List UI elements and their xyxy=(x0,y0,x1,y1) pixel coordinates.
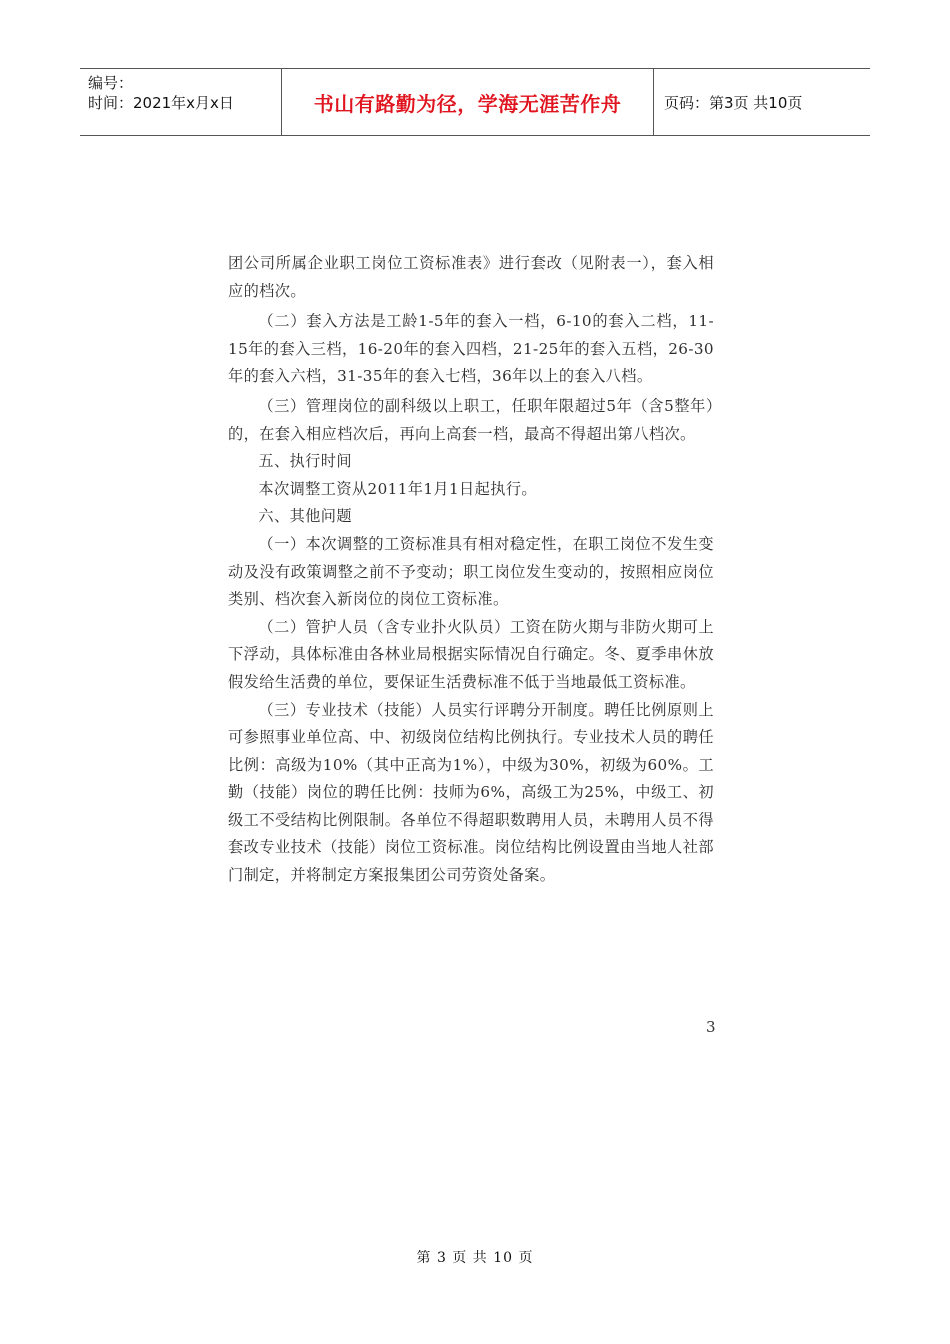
document-number-label: 编号： xyxy=(88,74,134,92)
header-motto: 书山有路勤为径，学海无涯苦作舟 xyxy=(282,69,654,135)
section-heading-6: 六、其他问题 xyxy=(258,507,352,526)
paragraph-other-2: （二）管护人员（含专业扑火队员）工资在防火期与非防火期可上下浮动，具体标准由各林业局根据实际情况自行确定。冬、夏季串休放假发给生活费的单位，要保证生活费标准不低于当地最低工资标准。 xyxy=(228,617,714,691)
paragraph-other-3: （三）专业技术（技能）人员实行评聘分开制度。聘任比例原则上可参照事业单位高、中、初级岗位结构比例执行。专业技术人员的聘任比例：高级为10%（其中正高为1%），中级为30%，初级为60%。工勤（技能）岗位的聘任比例：技师为6%，高级工为25%，中级工、初级工不受结构比例限制。各单位不得超职数聘用人员，未聘用人员不得套改专业技术（技能）岗位工资标准。岗位结构比例设置由当地人社部门制定，并将制定方案报集团公司劳资处备案。 xyxy=(228,700,714,885)
paragraph-item-2: （二）套入方法是工龄1-5年的套入一档，6-10的套入二档，11-15年的套入三档，16-20年的套入四档，21-25年的套入五档，26-30年的套入六档，31-35年的套入七档，36年以上的套入八档。 xyxy=(228,312,714,386)
paragraph-continuation: 团公司所属企业职工岗位工资标准表》进行套改（见附表一），套入相应的档次。 xyxy=(228,254,714,300)
paragraph-execution-date: 本次调整工资从2011年1月1日起执行。 xyxy=(258,479,537,498)
document-body xyxy=(228,250,714,890)
document-time-label: 时间：2021年x月x日 xyxy=(88,94,234,112)
section-heading-5: 五、执行时间 xyxy=(258,452,352,471)
document-header xyxy=(80,68,870,136)
header-page-info: 页码：第3页 共10页 xyxy=(664,93,803,112)
scan-page-number: 3 xyxy=(706,1018,716,1036)
paragraph-other-1: （一）本次调整的工资标准具有相对稳定性，在职工岗位不发生变动及没有政策调整之前不予变动；职工岗位发生变动的，按照相应岗位类别、档次套入新岗位的岗位工资标准。 xyxy=(228,534,714,609)
header-meta-cell xyxy=(80,69,282,135)
paragraph-item-3: （三）管理岗位的副科级以上职工，任职年限超过5年（含5整年）的，在套入相应档次后，再向上高套一档，最高不得超出第八档次。 xyxy=(228,396,714,443)
page-footer: 第 3 页 共 10 页 xyxy=(416,1250,534,1266)
